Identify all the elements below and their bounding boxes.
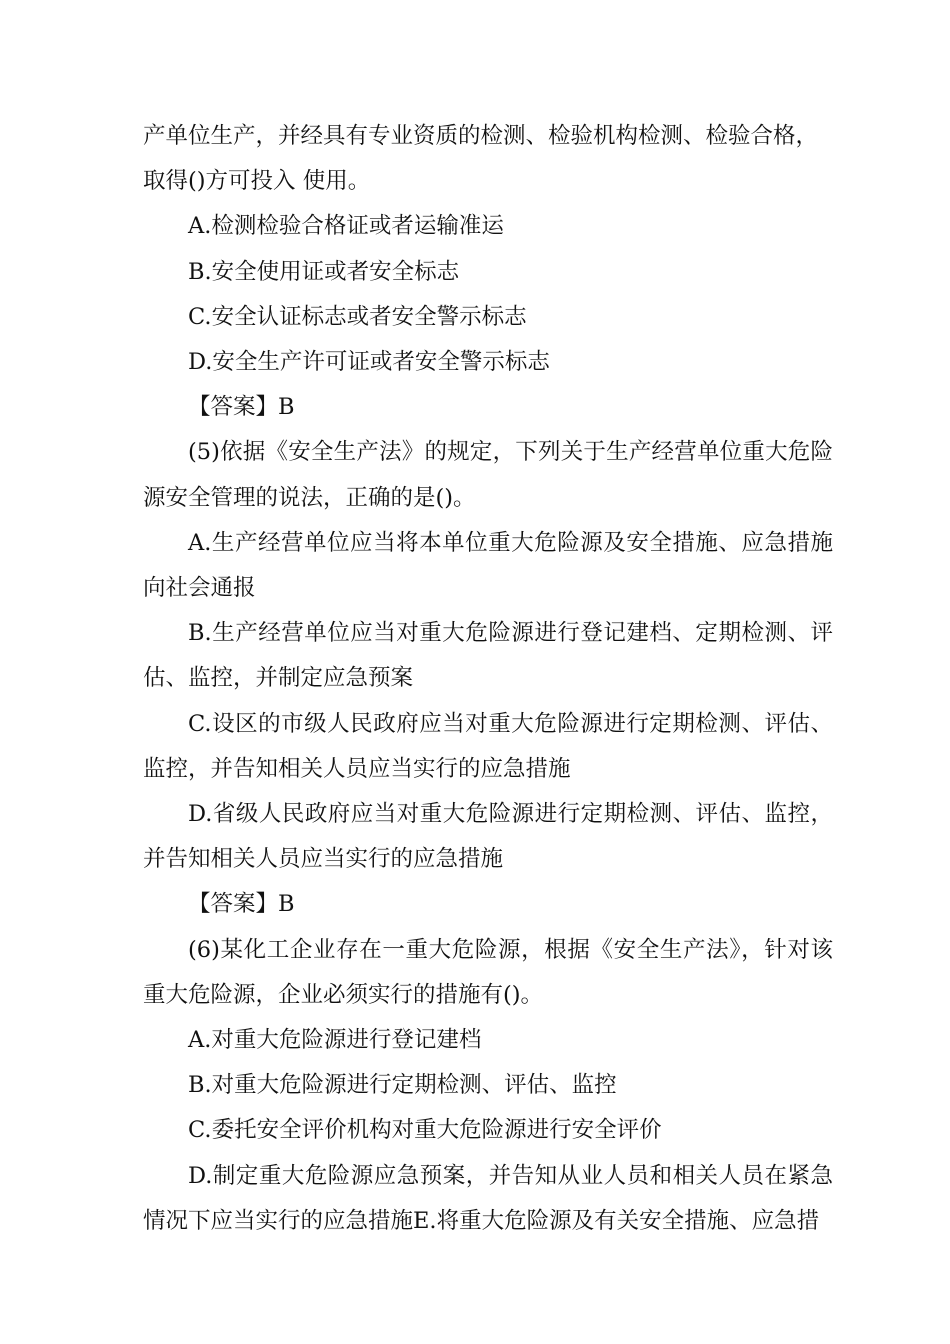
q5-option-a: A.生产经营单位应当将本单位重大危险源及安全措施、应急措施向社会通报 <box>143 529 833 602</box>
document-body <box>143 114 833 1244</box>
q6-question: (6)某化工企业存在一重大危险源，根据《安全生产法》，针对该重大危险源，企业必须实行的措施有()。 <box>143 936 833 1008</box>
q5-question: (5)依据《安全生产法》的规定，下列关于生产经营单位重大危险源安全管理的说法，正确的是()。 <box>143 439 833 511</box>
q4-option-d: D.安全生产许可证或者安全警示标志 <box>188 349 550 376</box>
q6-option-c: C.委托安全评价机构对重大危险源进行安全评价 <box>188 1117 662 1144</box>
q6-option-d: D.制定重大危险源应急预案，并告知从业人员和相关人员在紧急情况下应当实行的应急措施E.将重大危险源及有关安全措施、应急措 <box>143 1162 833 1234</box>
paragraph-q4-continued-line1: 产单位生产，并经具有专业资质的检测、检验机构检测、检验合格， <box>143 123 819 149</box>
q5-answer: 【答案】B <box>188 891 295 918</box>
q4-option-a: A.检测检验合格证或者运输准运 <box>188 213 504 240</box>
q5-option-c: C.设区的市级人民政府应当对重大危险源进行定期检测、评估、监控，并告知相关人员应当实行的应急措施 <box>143 710 833 782</box>
q4-option-c: C.安全认证标志或者安全警示标志 <box>188 303 527 330</box>
q4-answer: 【答案】B <box>188 394 295 421</box>
q5-option-b: B.生产经营单位应当对重大危险源进行登记建档、定期检测、评估、监控，并制定应急预案 <box>143 620 833 692</box>
q6-option-b: B.对重大危险源进行定期检测、评估、监控 <box>188 1072 617 1099</box>
q5-option-d: D.省级人民政府应当对重大危险源进行定期检测、评估、监控，并告知相关人员应当实行的应急措施 <box>143 801 833 873</box>
paragraph-q4-continued-line2: 取得()方可投入 使用。 <box>143 168 371 195</box>
q4-option-b: B.安全使用证或者安全标志 <box>188 258 460 285</box>
q6-option-a: A.对重大危险源进行登记建档 <box>188 1027 482 1054</box>
